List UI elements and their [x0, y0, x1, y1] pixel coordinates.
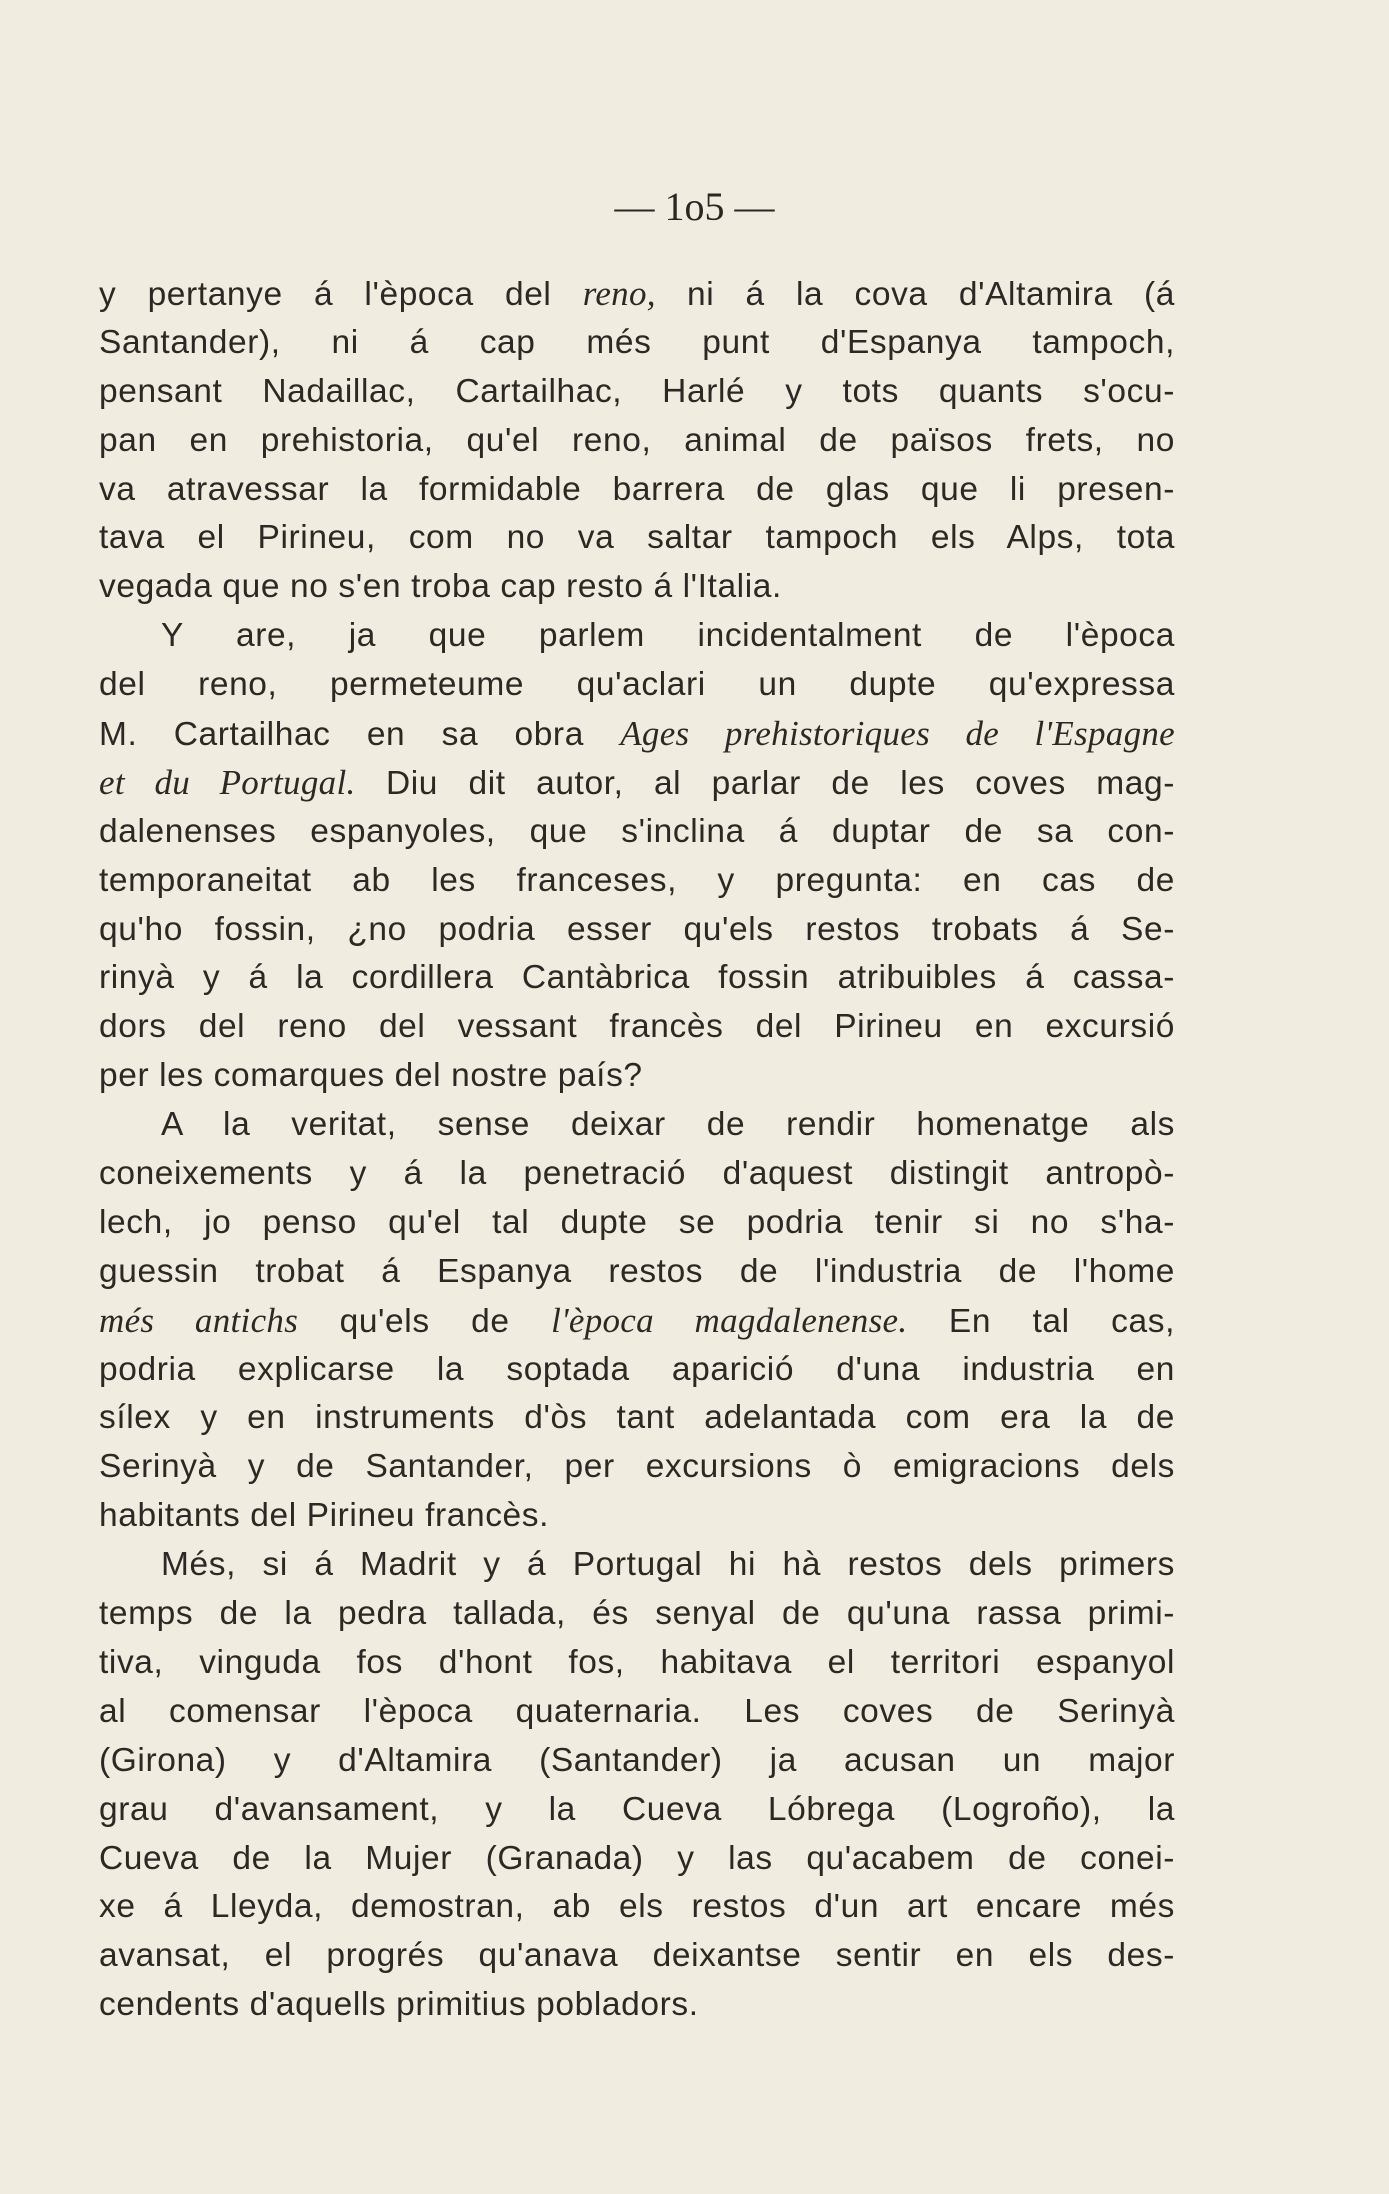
text-segment: cendents d'aquells primitius pobladors.: [99, 1986, 699, 2024]
text-line: [99, 1150, 1175, 1199]
text-line: [99, 1443, 1175, 1492]
text-line: [99, 1297, 1175, 1346]
text-segment: Més, si á Madrit y á Portugal hi hà restos dels primers: [161, 1546, 1175, 1584]
text-segment: M. Cartailhac en sa obra: [99, 716, 621, 754]
text-segment: dalenenses espanyoles, que s'inclina á duptar de sa con-: [99, 812, 1175, 850]
text-line: [99, 466, 1175, 515]
text-segment: En tal cas,: [907, 1302, 1175, 1340]
body-text: [99, 270, 1175, 2030]
text-segment: qu'els de: [298, 1302, 552, 1340]
text-line: [99, 759, 1175, 808]
text-line: [99, 1394, 1175, 1443]
italic-text: reno,: [582, 274, 656, 313]
text-segment: del reno, permeteume qu'aclari un dupte qu'expressa: [99, 666, 1175, 704]
text-line: [99, 1688, 1175, 1737]
text-line: [99, 1052, 1175, 1101]
text-line: [99, 1835, 1175, 1884]
text-line: [99, 1981, 1175, 2030]
text-segment: podria explicarse la soptada aparició d'una industria en: [99, 1350, 1175, 1388]
text-line: [99, 661, 1175, 710]
text-segment: A la veritat, sense deixar de rendir homenatge als: [161, 1106, 1175, 1144]
text-line: [99, 808, 1175, 857]
text-line: [99, 1003, 1175, 1052]
text-line: [99, 417, 1175, 466]
text-segment: al comensar l'època quaternaria. Les coves de Serinyà: [99, 1692, 1175, 1730]
text-line: [99, 954, 1175, 1003]
text-segment: coneixements y á la penetració d'aquest distingit antropò-: [99, 1155, 1175, 1193]
text-line: [99, 1932, 1175, 1981]
italic-text: l'època magdalenense.: [551, 1300, 908, 1340]
text-line: [99, 270, 1175, 319]
text-line: [99, 563, 1175, 612]
text-line: [99, 906, 1175, 955]
text-line: [99, 1492, 1175, 1541]
text-segment: Serinyà y de Santander, per excursions ò emigracions dels: [99, 1448, 1175, 1486]
text-segment: habitants del Pirineu francès.: [99, 1497, 550, 1535]
text-segment: Santander), ni á cap més punt d'Espanya tampoch,: [99, 323, 1175, 361]
text-segment: dors del reno del vessant francès del Pirineu en excursió: [99, 1008, 1175, 1046]
text-line: [99, 1101, 1175, 1150]
text-segment: (Girona) y d'Altamira (Santander) ja acusan un major: [99, 1741, 1175, 1779]
text-line: [99, 1639, 1175, 1688]
text-line: [99, 710, 1175, 759]
text-line: [99, 612, 1175, 661]
text-line: [99, 857, 1175, 906]
text-segment: lech, jo penso qu'el tal dupte se podria tenir si no s'ha-: [99, 1203, 1175, 1241]
text-segment: pensant Nadaillac, Cartailhac, Harlé y tots quants s'ocu-: [99, 372, 1175, 410]
text-line: [99, 1786, 1175, 1835]
text-segment: guessin trobat á Espanya restos de l'industria de l'home: [99, 1252, 1175, 1290]
page-number: — 1o5 —: [614, 184, 775, 229]
text-segment: Cueva de la Mujer (Granada) y las qu'acabem de conei-: [99, 1839, 1175, 1877]
text-segment: xe á Lleyda, demostran, ab els restos d'un art encare més: [99, 1888, 1175, 1926]
text-segment: grau d'avansament, y la Cueva Lóbrega (Logroño), la: [99, 1790, 1175, 1828]
text-segment: rinyà y á la cordillera Cantàbrica fossin atribuibles á cassa-: [99, 959, 1175, 997]
text-segment: temporaneitat ab les franceses, y pregunta: en cas de: [99, 861, 1175, 899]
text-segment: y pertanye á l'època del: [99, 276, 583, 313]
text-line: [99, 319, 1175, 368]
italic-text: et du Portugal.: [99, 762, 356, 802]
text-line: [99, 368, 1175, 417]
text-line: [99, 1541, 1175, 1590]
text-line: [99, 1883, 1175, 1932]
italic-text: més antichs: [99, 1300, 299, 1340]
text-segment: sílex y en instruments d'òs tant adelantada com era la de: [99, 1399, 1175, 1437]
text-line: [99, 1199, 1175, 1248]
text-segment: tiva, vinguda fos d'hont fos, habitava el territori espanyol: [99, 1643, 1175, 1681]
italic-text: Ages prehistoriques de l'Espagne: [620, 714, 1176, 754]
text-segment: qu'ho fossin, ¿no podria esser qu'els restos trobats á Se-: [99, 910, 1175, 948]
text-line: [99, 1248, 1175, 1297]
text-segment: tava el Pirineu, com no va saltar tampoch els Alps, tota: [99, 519, 1175, 557]
text-segment: va atravessar la formidable barrera de glas que li presen-: [99, 470, 1175, 508]
text-segment: Y are, ja que parlem incidentalment de l'època: [161, 617, 1175, 655]
text-segment: temps de la pedra tallada, és senyal de qu'una rassa primi-: [99, 1595, 1175, 1633]
text-line: [99, 1737, 1175, 1786]
text-line: [99, 1590, 1175, 1639]
text-segment: pan en prehistoria, qu'el reno, animal de països frets, no: [99, 421, 1175, 459]
text-segment: per les comarques del nostre país?: [99, 1057, 643, 1095]
text-segment: ni á la cova d'Altamira (á: [655, 276, 1175, 313]
text-line: [99, 514, 1175, 563]
text-line: [99, 1346, 1175, 1395]
text-segment: vegada que no s'en troba cap resto á l'Italia.: [99, 568, 782, 606]
text-segment: avansat, el progrés qu'anava deixantse sentir en els des-: [99, 1937, 1175, 1975]
text-segment: Diu dit autor, al parlar de les coves mag-: [355, 764, 1175, 802]
